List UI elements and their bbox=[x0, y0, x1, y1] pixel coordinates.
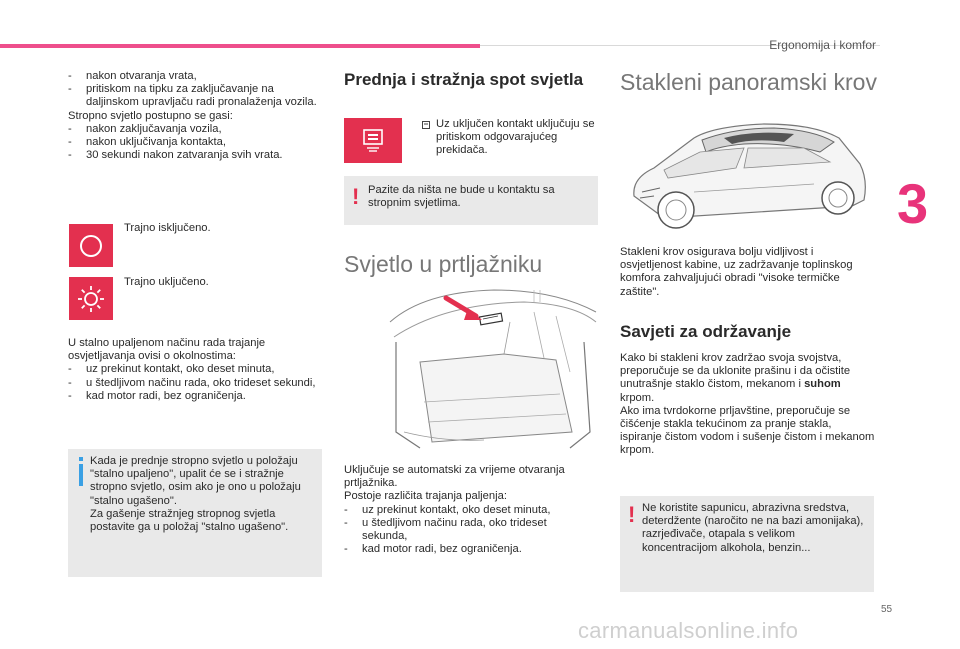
trunk-block bbox=[344, 464, 594, 556]
list-item: - nakon uključivanja kontakta, bbox=[68, 136, 226, 149]
circle-off-icon bbox=[69, 224, 113, 267]
trunk-text: Uključuje se automatski za vrijeme otvaranja prtljažnika. bbox=[344, 464, 565, 490]
list-item: - nakon otvaranja vrata, bbox=[68, 70, 197, 82]
maint-title: Savjeti za održavanje bbox=[620, 322, 792, 341]
maint-text: Kako bi stakleni krov zadržao svoja svojstva, preporučuje se da uklonite prašinu i da očistite unutrašnje staklo čistom, mekanom i suhom krpom. bbox=[620, 352, 851, 404]
spot-warning-text: Pazite da ništa ne bude u kontaktu sa stropnim svjetlima. bbox=[368, 184, 555, 210]
off-heading: Stropno svjetlo postupno se gasi: bbox=[68, 109, 233, 122]
list-item: - u štedljivom načinu rada, oko trideset sekunda, bbox=[344, 516, 547, 543]
maint-text-2: Ako ima tvrdokorne prljavštine, preporučuje se čišćenje stakla tekućinom za pranje stakla, ispiranje čistom vodom i sušenje čistom i mekanom krpom. bbox=[620, 404, 875, 457]
bullet-square-icon bbox=[422, 121, 430, 129]
on-mode-block bbox=[68, 337, 318, 403]
section-title: Ergonomija i komfor bbox=[769, 38, 876, 52]
spot-text: Uz uključen kontakt uključuju se pritiskom odgovarajućeg prekidača. bbox=[436, 118, 595, 157]
warning-icon: ! bbox=[628, 502, 636, 527]
chapter-number: 3 bbox=[897, 172, 929, 235]
info-text: Kada je prednje stropno svjetlo u položaju "stalno upaljeno", upalit će se i stražnje stropno svjetlo, osim ako je ono u položaju "stalno ugašeno". Za gašenje stražnjeg stropnog svjetla postavite ga u položaj "stalno ugašeno". bbox=[90, 455, 301, 534]
spot-title: Prednja i stražnja spot svjetla bbox=[344, 70, 584, 89]
off-label: Trajno isključeno. bbox=[124, 222, 211, 234]
list-item: - u štedljivom načinu rada, oko trideset sekundi, bbox=[68, 376, 316, 389]
page-number: 55 bbox=[881, 604, 893, 615]
trunk-title: Svjetlo u prtljažniku bbox=[344, 251, 543, 277]
on-label: Trajno uključeno. bbox=[124, 276, 209, 288]
roof-text: Stakleni krov osigurava bolju vidljivost i osvjetljenost kabine, uz zadržavanje toplinskog komfora zahvaljujući obradi "visoke termičke zaštite". bbox=[620, 246, 853, 298]
intro-block bbox=[68, 70, 318, 162]
trunk-heading: Postoje različita trajanja paljenja: bbox=[344, 490, 507, 503]
list-item: - 30 sekundi nakon zatvaranja svih vrata. bbox=[68, 149, 283, 162]
list-item: - kad motor radi, bez ograničenja. bbox=[344, 543, 522, 556]
watermark: carmanualsonline.info bbox=[578, 618, 799, 643]
info-panel bbox=[68, 449, 322, 577]
maint-block bbox=[620, 352, 876, 458]
info-icon bbox=[76, 457, 86, 487]
sun-on-icon bbox=[69, 277, 113, 320]
spot-warning-panel bbox=[344, 176, 598, 225]
accent-bar bbox=[0, 44, 480, 48]
maint-warning-panel bbox=[620, 496, 874, 592]
warning-icon: ! bbox=[352, 184, 360, 209]
trunk-illustration bbox=[384, 282, 600, 450]
list-item: - pritiskom na tipku za zaključavanje na daljinskom upravljaču radi pronalaženja vozila. bbox=[68, 83, 317, 109]
list-item: - uz prekinut kontakt, oko deset minuta, bbox=[344, 503, 551, 516]
list-item: - kad motor radi, bez ograničenja. bbox=[68, 389, 246, 402]
roof-title: Stakleni panoramski krov bbox=[620, 69, 877, 95]
list-item: - uz prekinut kontakt, oko deset minuta, bbox=[68, 363, 275, 376]
spotlight-switch-icon bbox=[344, 118, 402, 163]
list-item: - nakon zaključavanja vozila, bbox=[68, 122, 222, 135]
car-illustration bbox=[624, 108, 870, 232]
on-mode-text: U stalno upaljenom načinu rada trajanje osvjetljavanja ovisi o okolnostima: bbox=[68, 337, 266, 363]
maint-warning-text: Ne koristite sapunicu, abrazivna sredstva, deterdžente (naročito ne na bazi amonijaka), razrjeđivače, otapala s velikom koncentracijom alkohola, benzin... bbox=[642, 502, 864, 554]
